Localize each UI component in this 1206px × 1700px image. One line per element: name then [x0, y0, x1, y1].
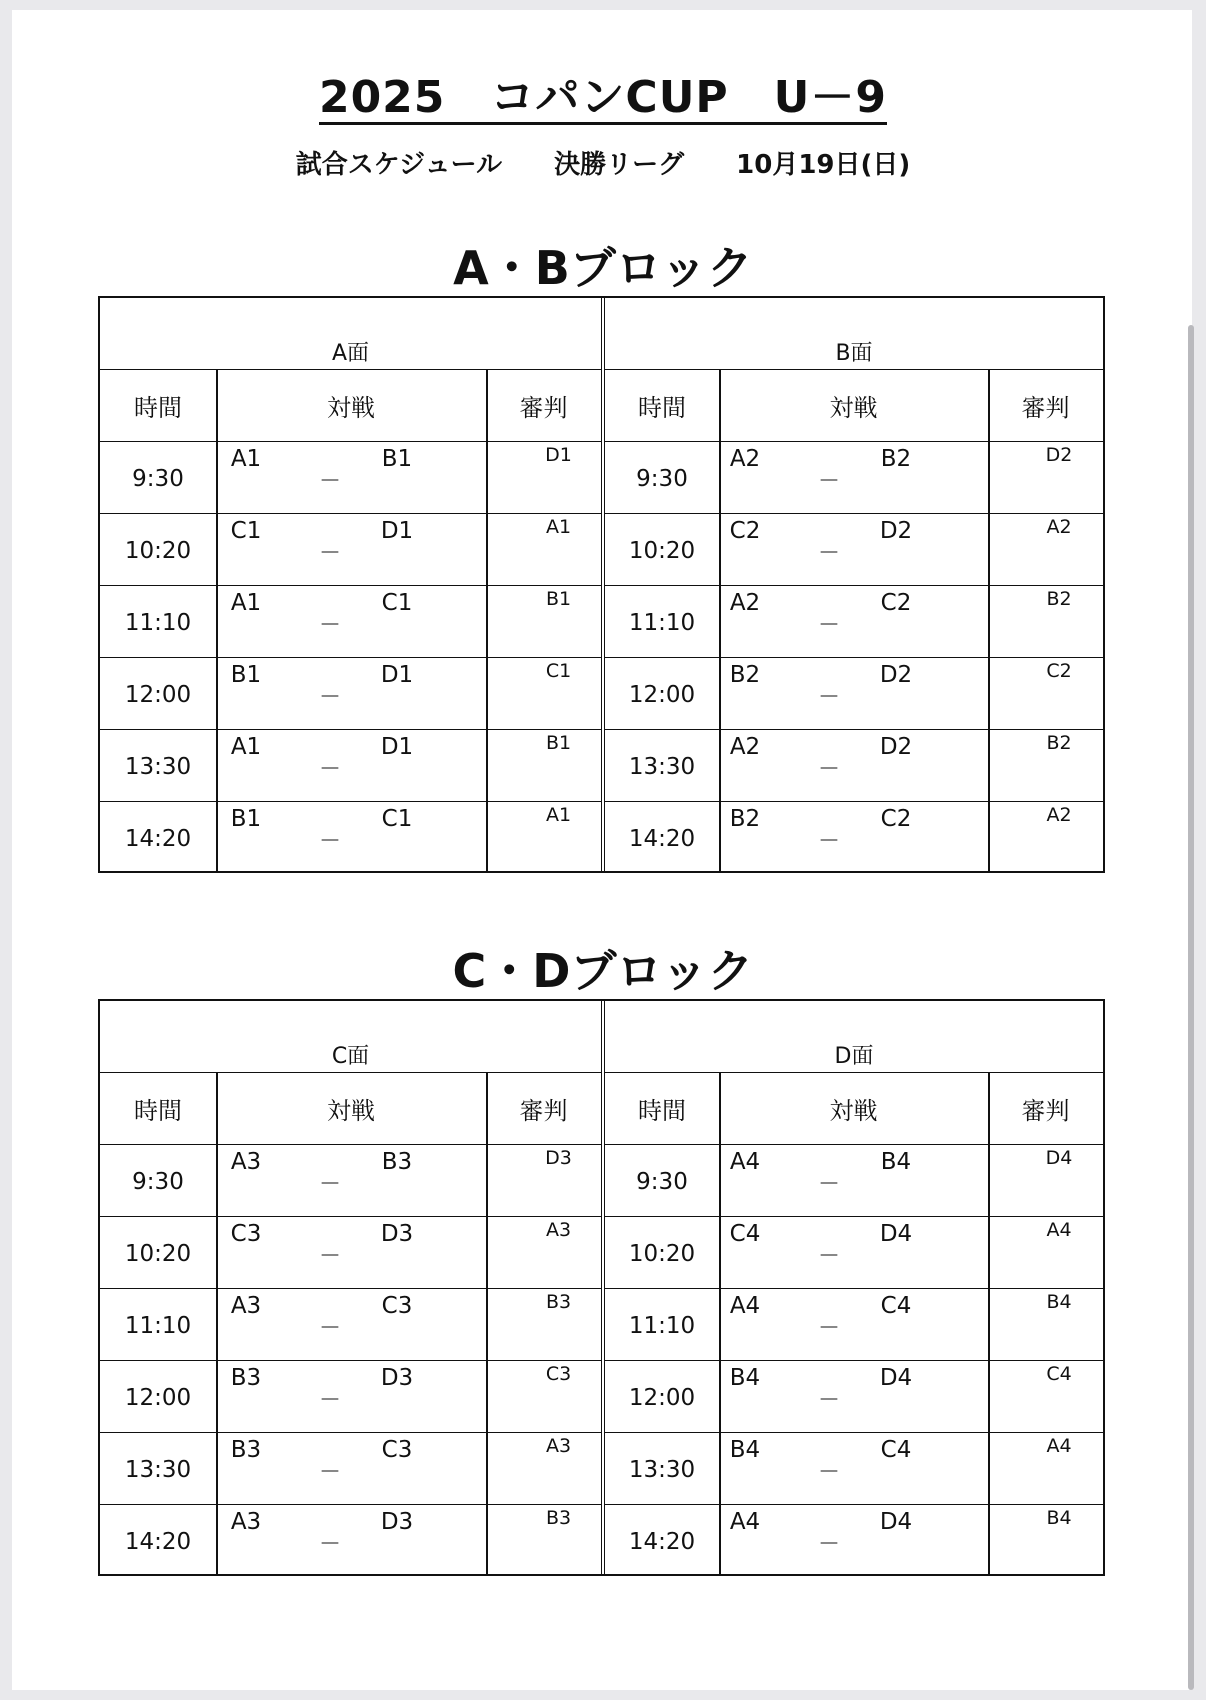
- team-home: B3: [230, 1365, 262, 1391]
- referee-team: A4: [1046, 1219, 1072, 1241]
- team-away: D1: [380, 518, 414, 544]
- court-name: D面: [834, 1044, 874, 1069]
- team-home: A4: [729, 1509, 761, 1535]
- versus-dash: －: [817, 469, 840, 494]
- match-time: 14:20: [124, 826, 192, 852]
- team-away: D2: [879, 734, 913, 760]
- referee-team: A3: [545, 1435, 572, 1457]
- column-divider: [216, 370, 218, 871]
- header-row-line: [100, 1073, 601, 1145]
- referee-team: D4: [1045, 1147, 1073, 1169]
- table-row: [605, 1145, 1103, 1217]
- versus-dash: －: [318, 1388, 341, 1413]
- match-time: 9:30: [132, 466, 184, 492]
- court-name: B面: [835, 341, 873, 366]
- match-time: 13:30: [628, 754, 696, 780]
- team-home: B4: [729, 1437, 761, 1463]
- team-away: B4: [880, 1149, 912, 1175]
- versus-dash: －: [318, 1244, 341, 1269]
- table-row: [605, 1289, 1103, 1361]
- team-home: A1: [230, 734, 262, 760]
- table-row: [100, 442, 601, 514]
- table-row: [605, 730, 1103, 802]
- column-divider: [719, 1073, 721, 1574]
- table-row: [100, 1505, 601, 1577]
- versus-dash: －: [817, 685, 840, 710]
- table-row: [100, 730, 601, 802]
- court-header: [605, 1001, 1103, 1073]
- table-row: [100, 514, 601, 586]
- table-row: [100, 586, 601, 658]
- column-divider: [486, 370, 488, 871]
- team-home: B2: [729, 662, 761, 688]
- referee-team: C2: [1046, 660, 1072, 682]
- versus-dash: －: [318, 1460, 341, 1485]
- referee-team: C4: [1046, 1363, 1072, 1385]
- table-row: [100, 1217, 601, 1289]
- team-home: C1: [230, 518, 262, 544]
- header-row-line: [605, 1073, 1103, 1145]
- versus-dash: －: [318, 1172, 341, 1197]
- team-home: B1: [230, 662, 262, 688]
- team-away: D3: [380, 1509, 414, 1535]
- match-time: 10:20: [628, 538, 696, 564]
- team-away: C1: [381, 806, 413, 832]
- column-header-match: 対戦: [719, 370, 988, 442]
- team-home: A2: [729, 446, 761, 472]
- column-header-time: 時間: [100, 1073, 216, 1145]
- referee-team: D3: [545, 1147, 572, 1169]
- court-name: C面: [331, 1044, 370, 1069]
- page-title: [0, 72, 1206, 125]
- referee-team: C1: [545, 660, 572, 682]
- court-header: [605, 298, 1103, 370]
- table-row: [100, 802, 601, 874]
- court-divider: [601, 298, 605, 871]
- team-away: B1: [381, 446, 413, 472]
- match-time: 9:30: [636, 1169, 688, 1195]
- column-header-match: 対戦: [719, 1073, 988, 1145]
- versus-dash: －: [318, 541, 341, 566]
- team-home: A4: [729, 1149, 761, 1175]
- schedule-table: [98, 296, 1105, 873]
- team-away: C2: [880, 590, 912, 616]
- match-time: 12:00: [124, 682, 192, 708]
- table-row: [605, 802, 1103, 874]
- referee-team: A4: [1046, 1435, 1072, 1457]
- versus-dash: －: [318, 685, 341, 710]
- match-time: 14:20: [628, 826, 696, 852]
- header-row-line: [100, 370, 601, 442]
- team-away: D4: [879, 1221, 913, 1247]
- column-header-referee: 審判: [988, 1073, 1103, 1145]
- table-row: [605, 1433, 1103, 1505]
- referee-team: B3: [545, 1291, 572, 1313]
- versus-dash: －: [817, 1316, 840, 1341]
- table-row: [605, 658, 1103, 730]
- referee-team: C3: [545, 1363, 572, 1385]
- court-name: A面: [331, 341, 370, 366]
- table-row: [100, 1289, 601, 1361]
- column-header-time: 時間: [605, 370, 719, 442]
- table-row: [605, 586, 1103, 658]
- referee-team: A3: [545, 1219, 572, 1241]
- versus-dash: －: [817, 1244, 840, 1269]
- table-row: [100, 1361, 601, 1433]
- referee-team: B1: [545, 588, 572, 610]
- team-home: C3: [230, 1221, 262, 1247]
- team-home: A3: [230, 1509, 262, 1535]
- team-home: A1: [230, 446, 262, 472]
- team-home: A2: [729, 734, 761, 760]
- team-away: D1: [380, 662, 414, 688]
- column-divider: [719, 370, 721, 871]
- team-home: A3: [230, 1293, 262, 1319]
- team-away: C1: [381, 590, 413, 616]
- referee-team: B1: [545, 732, 572, 754]
- team-home: B3: [230, 1437, 262, 1463]
- team-home: B1: [230, 806, 262, 832]
- team-away: B2: [880, 446, 912, 472]
- match-time: 10:20: [628, 1241, 696, 1267]
- match-time: 13:30: [628, 1457, 696, 1483]
- column-divider: [216, 1073, 218, 1574]
- match-time: 9:30: [132, 1169, 184, 1195]
- team-away: B3: [381, 1149, 413, 1175]
- team-away: D1: [380, 734, 414, 760]
- team-away: D3: [380, 1365, 414, 1391]
- table-row: [605, 1217, 1103, 1289]
- versus-dash: －: [318, 829, 341, 854]
- match-time: 13:30: [124, 754, 192, 780]
- referee-team: A1: [545, 804, 572, 826]
- match-time: 10:20: [124, 1241, 192, 1267]
- match-time: 13:30: [124, 1457, 192, 1483]
- table-row: [100, 658, 601, 730]
- team-away: C3: [381, 1293, 413, 1319]
- versus-dash: －: [318, 613, 341, 638]
- team-away: D4: [879, 1365, 913, 1391]
- versus-dash: －: [318, 757, 341, 782]
- referee-team: B4: [1046, 1291, 1072, 1313]
- team-away: D2: [879, 518, 913, 544]
- versus-dash: －: [817, 829, 840, 854]
- page-subtitle: 試合スケジュール 決勝リーグ 10月19日(日): [295, 150, 911, 180]
- versus-dash: －: [817, 541, 840, 566]
- table-row: [605, 514, 1103, 586]
- court-section: [100, 298, 601, 871]
- table-row: [605, 1505, 1103, 1577]
- table-row: [605, 442, 1103, 514]
- referee-team: D2: [1045, 444, 1073, 466]
- referee-team: A2: [1046, 804, 1072, 826]
- column-header-referee: 審判: [486, 1073, 601, 1145]
- match-time: 10:20: [124, 538, 192, 564]
- column-header-match: 対戦: [216, 1073, 486, 1145]
- referee-team: B4: [1046, 1507, 1072, 1529]
- versus-dash: －: [817, 1388, 840, 1413]
- match-time: 12:00: [628, 1385, 696, 1411]
- column-divider: [988, 370, 990, 871]
- versus-dash: －: [318, 469, 341, 494]
- block-title: C・Dブロック: [452, 944, 754, 998]
- match-time: 14:20: [628, 1529, 696, 1555]
- referee-team: A2: [1046, 516, 1072, 538]
- referee-team: B3: [545, 1507, 572, 1529]
- column-divider: [988, 1073, 990, 1574]
- team-away: C4: [880, 1293, 912, 1319]
- versus-dash: －: [318, 1532, 341, 1557]
- team-away: C4: [880, 1437, 912, 1463]
- team-home: A3: [230, 1149, 262, 1175]
- block-title: A・Bブロック: [453, 241, 753, 295]
- referee-team: B2: [1046, 588, 1072, 610]
- match-time: 11:10: [628, 1313, 696, 1339]
- team-home: B4: [729, 1365, 761, 1391]
- vertical-scrollbar[interactable]: [1188, 325, 1194, 1690]
- versus-dash: －: [817, 757, 840, 782]
- team-away: D2: [879, 662, 913, 688]
- match-time: 11:10: [124, 1313, 192, 1339]
- column-header-referee: 審判: [988, 370, 1103, 442]
- versus-dash: －: [817, 1172, 840, 1197]
- column-header-referee: 審判: [486, 370, 601, 442]
- match-time: 12:00: [628, 682, 696, 708]
- match-time: 11:10: [124, 610, 192, 636]
- versus-dash: －: [817, 1460, 840, 1485]
- court-header: [100, 298, 601, 370]
- match-time: 12:00: [124, 1385, 192, 1411]
- versus-dash: －: [318, 1316, 341, 1341]
- court-section: [100, 1001, 601, 1574]
- team-away: D3: [380, 1221, 414, 1247]
- page-title-text: 2025 コパンCUP U－9: [318, 72, 888, 123]
- column-divider: [486, 1073, 488, 1574]
- referee-team: D1: [545, 444, 572, 466]
- referee-team: A1: [545, 516, 572, 538]
- court-header: [100, 1001, 601, 1073]
- team-home: C4: [729, 1221, 761, 1247]
- header-row-line: [605, 370, 1103, 442]
- versus-dash: －: [817, 613, 840, 638]
- court-divider: [601, 1001, 605, 1574]
- team-home: A2: [729, 590, 761, 616]
- team-home: A4: [729, 1293, 761, 1319]
- column-header-match: 対戦: [216, 370, 486, 442]
- match-time: 14:20: [124, 1529, 192, 1555]
- schedule-table: [98, 999, 1105, 1576]
- table-row: [100, 1433, 601, 1505]
- team-away: D4: [879, 1509, 913, 1535]
- court-section: [605, 298, 1103, 871]
- match-time: 11:10: [628, 610, 696, 636]
- column-header-time: 時間: [605, 1073, 719, 1145]
- team-home: B2: [729, 806, 761, 832]
- team-away: C2: [880, 806, 912, 832]
- match-time: 9:30: [636, 466, 688, 492]
- team-home: C2: [729, 518, 761, 544]
- column-header-time: 時間: [100, 370, 216, 442]
- referee-team: B2: [1046, 732, 1072, 754]
- court-section: [605, 1001, 1103, 1574]
- table-row: [605, 1361, 1103, 1433]
- team-away: C3: [381, 1437, 413, 1463]
- versus-dash: －: [817, 1532, 840, 1557]
- team-home: A1: [230, 590, 262, 616]
- table-row: [100, 1145, 601, 1217]
